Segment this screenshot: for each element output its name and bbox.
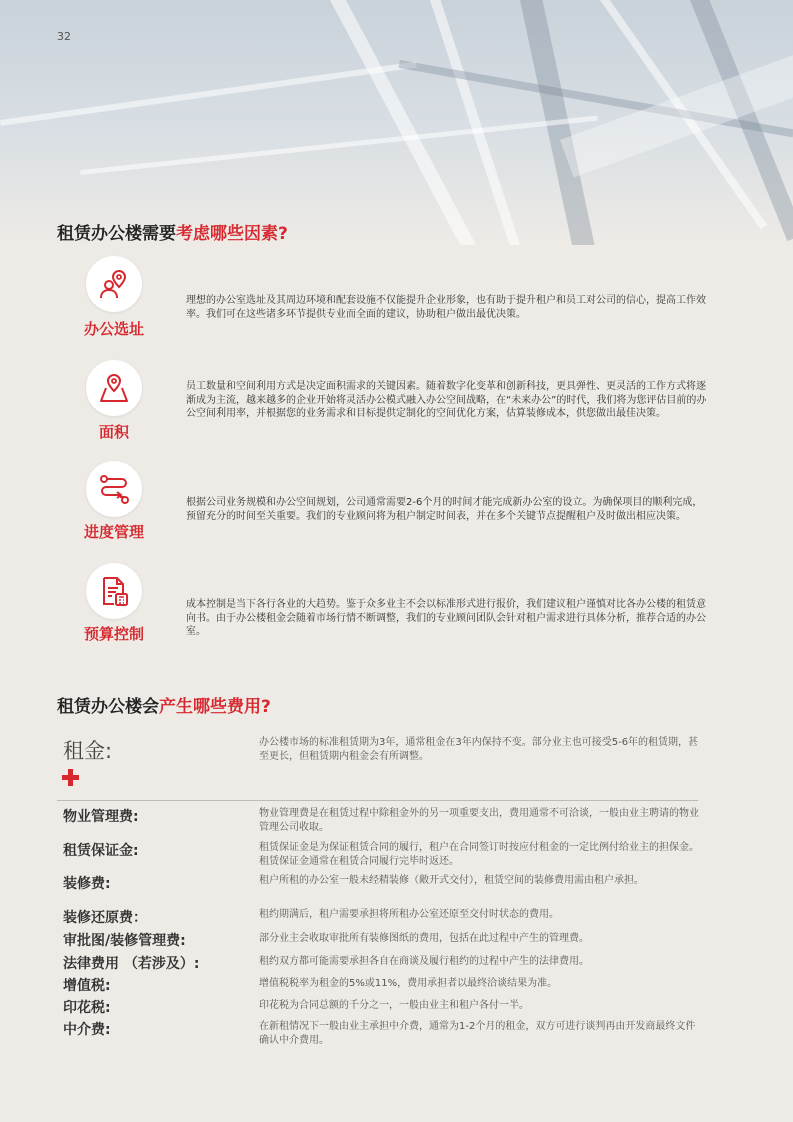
fee-desc-agency: 在新租情况下一般由业主承担中介费，通常为1-2个月的租金，双方可进行谈判再由开发商最终文件确认中介费用。: [259, 1021, 696, 1046]
location-pin-person-icon: [86, 256, 142, 312]
fee-desc-legal: 租约双方都可能需要承担各自在商谈及履行租约的过程中产生的法律费用。: [259, 956, 589, 967]
factor-desc-area: 员工数量和空间利用方式是决定面积需求的关键因素。随着数字化变革和创新科技，更具弹性、更灵活的工作方式将逐渐成为主流，越来越多的企业开始将灵活办公模式融入办公空间战略，在“未来办公”的时代，我们将为您评估目前的办公空间利用率，并根据您的业务需求和目标提供定制化的空间优化方案，估算装修成本，供您做出最佳决策。: [186, 381, 707, 419]
plus-icon: [62, 769, 79, 786]
factor-desc-schedule: 根据公司业务规模和办公空间规划，公司通常需要2-6个月的时间才能完成新办公室的设立。为确保项目的顺利完成，预留充分的时间至关重要。我们的专业顾问将为租户制定时间表，并在多个关键节点提醒租户及时做出相应决策。: [186, 497, 703, 522]
factor-label-area: 面积: [98, 423, 129, 441]
fee-label-rent: 租金:: [63, 739, 113, 763]
fee-label-stamp-duty: 印花税:: [63, 1000, 111, 1016]
fee-desc-rent: 办公楼市场的标准租赁期为3年，通常租金在3年内保持不变。部分业主也可接受5-6年的租赁期，甚至更长，但租赁期内租金会有所调整。: [259, 737, 699, 762]
fee-desc-deposit: 租赁保证金是为保证租赁合同的履行，租户在合同签订时按应付租金的一定比例付给业主的担保金。租赁保证金通常在租赁合同履行完毕时返还。: [259, 842, 699, 867]
factor-label-budget: 预算控制: [83, 625, 144, 643]
factor-label-schedule: 进度管理: [83, 523, 144, 541]
fee-desc-reinstatement: 租约期满后，租户需要承担将所租办公室还原至交付时状态的费用。: [259, 909, 559, 920]
fee-label-legal: 法律费用 （若涉及）:: [63, 956, 200, 972]
fee-desc-approval: 部分业主会收取审批所有装修图纸的费用，包括在此过程中产生的管理费。: [259, 933, 589, 944]
factor-desc-budget: 成本控制是当下各行各业的大趋势。鉴于众多业主不会以标准形式进行报价，我们建议租户谨慎对比各办公楼的租赁意向书。由于办公楼租金会随着市场行情不断调整，我们的专业顾问团队会针对租户需求进行具体分析，推荐合适的办公室。: [186, 599, 706, 637]
process-flow-icon: [86, 461, 142, 517]
factor-label-location: 办公选址: [83, 320, 144, 338]
fee-desc-property-management: 物业管理费是在租赁过程中除租金外的另一项重要支出，费用通常不可洽谈，一般由业主聘请的物业管理公司收取。: [259, 808, 699, 833]
fee-label-fitout: 装修费:: [63, 876, 111, 892]
page-number: 32: [57, 30, 71, 43]
budget-document-icon: [86, 563, 142, 619]
fee-label-vat: 增值税:: [63, 978, 111, 994]
section-title-factors: 租赁办公楼需要考虑哪些因素?: [57, 224, 288, 244]
hero-image: [0, 0, 793, 245]
fee-label-approval: 审批图/装修管理费:: [63, 933, 186, 949]
fee-desc-vat: 增值税税率为租金的5%或11%，费用承担者以最终洽谈结果为准。: [259, 978, 558, 989]
divider: [57, 800, 698, 801]
fee-desc-stamp-duty: 印花税为合同总额的千分之一，一般由业主和租户各付一半。: [259, 1000, 529, 1011]
map-pin-area-icon: [86, 360, 142, 416]
fee-label-agency: 中介费:: [63, 1022, 111, 1038]
fee-label-property-management: 物业管理费:: [63, 809, 139, 825]
fee-label-deposit: 租赁保证金:: [63, 843, 139, 859]
section-title-fees: 租赁办公楼会产生哪些费用?: [57, 697, 271, 717]
fee-desc-fitout: 租户所租的办公室一般未经精装修（敞开式交付），租赁空间的装修费用需由租户承担。: [259, 875, 644, 886]
fee-label-reinstatement: 装修还原费：: [63, 910, 147, 926]
factor-desc-location: 理想的办公室选址及其周边环境和配套设施不仅能提升企业形象，也有助于提升租户和员工对公司的信心，提高工作效率。我们可在这些诸多环节提供专业而全面的建议，协助租户做出最优决策。: [186, 295, 706, 320]
